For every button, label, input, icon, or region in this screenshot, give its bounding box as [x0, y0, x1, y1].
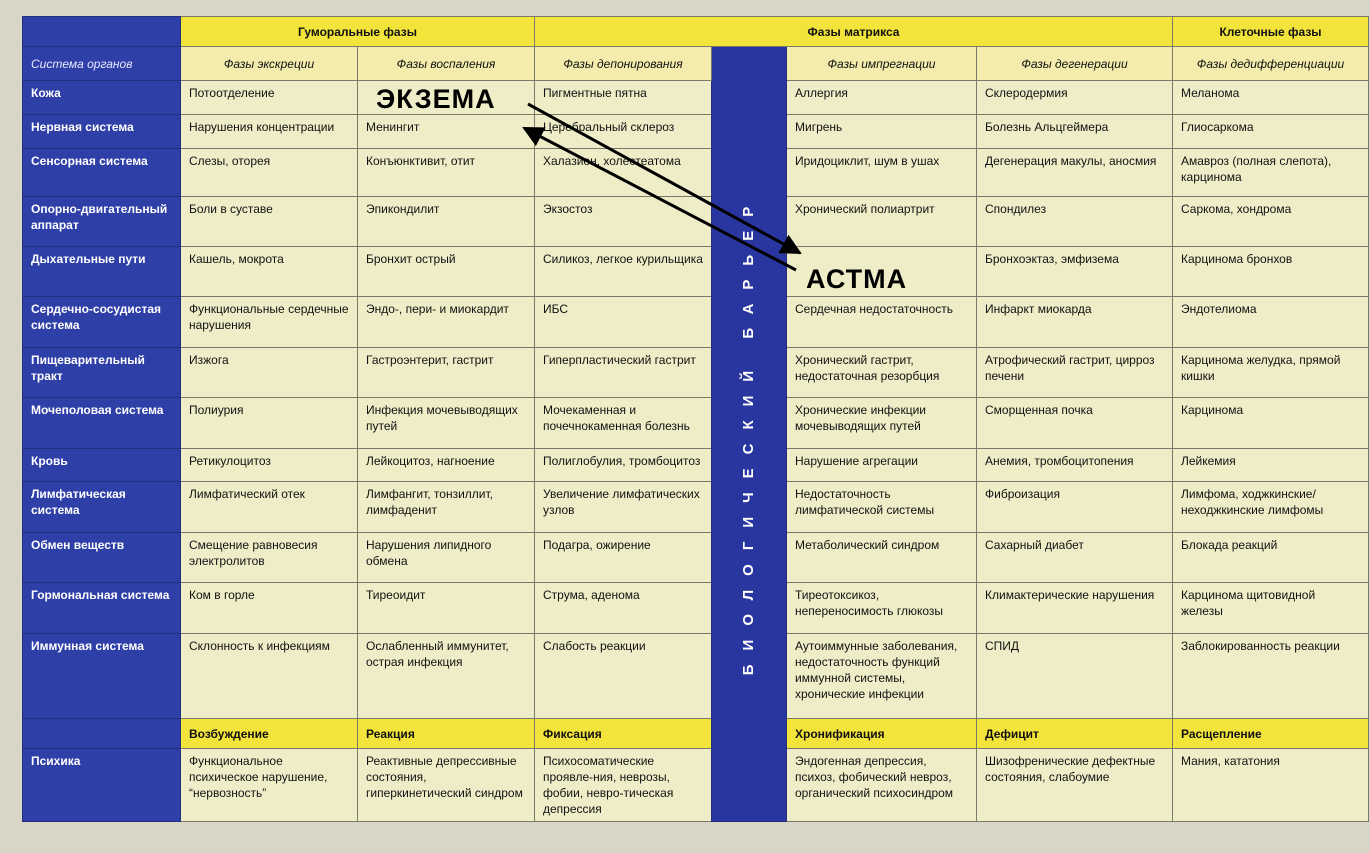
table-cell: Увеличение лимфатических узлов [535, 482, 712, 533]
arrow-asthma-to-eczema [524, 128, 796, 270]
system-hormonal: Гормональная система [23, 583, 181, 634]
table-cell: Бронхит острый [358, 247, 535, 297]
table-cell: Тиреоидит [358, 583, 535, 634]
table-cell: Подагра, ожирение [535, 533, 712, 583]
table-cell: Мания, кататония [1173, 749, 1369, 822]
system-skin: Кожа [23, 81, 181, 115]
table-cell: Инфаркт миокарда [977, 297, 1173, 348]
table-cell: Гиперпластический гастрит [535, 348, 712, 398]
table-cell: Ком в горле [181, 583, 358, 634]
asthma-label: АСТМА [806, 264, 908, 294]
state-label: Фиксация [535, 719, 712, 749]
state-label: Дефицит [977, 719, 1173, 749]
table-cell: Менингит [358, 115, 535, 149]
system-digestive: Пищеварительный тракт [23, 348, 181, 398]
table-cell: Лейкоцитоз, нагноение [358, 449, 535, 482]
table-cell: Меланома [1173, 81, 1369, 115]
table-cell: Шизофренические дефектные состояния, слабоумие [977, 749, 1173, 822]
table-cell: Эпикондилит [358, 197, 535, 247]
table-cell: Лимфома, ходжкинские/неходжкинские лимфомы [1173, 482, 1369, 533]
table-cell: Лимфатический отек [181, 482, 358, 533]
table-cell: Изжога [181, 348, 358, 398]
table-cell: Слезы, оторея [181, 149, 358, 197]
table-cell: ИБС [535, 297, 712, 348]
group-matrix: Фазы матрикса [535, 17, 1173, 47]
table-cell: Лейкемия [1173, 449, 1369, 482]
system-metabolism: Обмен веществ [23, 533, 181, 583]
table-cell: Реактивные депрессивные состояния, гиперкинетический синдром [358, 749, 535, 822]
state-label: Хронификация [787, 719, 977, 749]
table-cell: Карцинома бронхов [1173, 247, 1369, 297]
table-cell: Кашель, мокрота [181, 247, 358, 297]
table-cell: Нарушения концентрации [181, 115, 358, 149]
system-lymphatic: Лимфатическая система [23, 482, 181, 533]
table-cell: Психосоматические проявле-ния, неврозы, фобии, невро-тическая депрессия [535, 749, 712, 822]
table-cell: Гастроэнтерит, гастрит [358, 348, 535, 398]
table-cell: Атрофический гастрит, цирроз печени [977, 348, 1173, 398]
table-cell: Смещение равновесия электролитов [181, 533, 358, 583]
phase-deposition: Фазы депонирования [535, 47, 712, 81]
table-cell: Анемия, тромбоцитопения [977, 449, 1173, 482]
system-nervous: Нервная система [23, 115, 181, 149]
system-immune: Иммунная система [23, 634, 181, 719]
table-cell: Лимфангит, тонзиллит, лимфаденит [358, 482, 535, 533]
phase-excretion: Фазы экскреции [181, 47, 358, 81]
table-cell: Глиосаркома [1173, 115, 1369, 149]
table-cell: Метаболический синдром [787, 533, 977, 583]
table-cell: Боли в суставе [181, 197, 358, 247]
table-cell: Эндогенная депрессия, психоз, фобический невроз, органический психосиндром [787, 749, 977, 822]
table-cell: Недостаточность лимфатической системы [787, 482, 977, 533]
system-musculoskeletal: Опорно-двигательный аппарат [23, 197, 181, 247]
table-cell: Фиброизация [977, 482, 1173, 533]
table-cell: Ретикулоцитоз [181, 449, 358, 482]
table-cell: Карцинома щитовидной железы [1173, 583, 1369, 634]
table-cell: Нарушение агрегации [787, 449, 977, 482]
system-column-header: Система органов [23, 47, 181, 81]
table-cell: Конъюнктивит, отит [358, 149, 535, 197]
table-cell: Нарушения липидного обмена [358, 533, 535, 583]
table-cell: Церебральный склероз [535, 115, 712, 149]
phase-degeneration: Фазы дегенерации [977, 47, 1173, 81]
table-cell: Климактерические нарушения [977, 583, 1173, 634]
table-cell: Экзостоз [535, 197, 712, 247]
table-cell: Амавроз (полная слепота), карцинома [1173, 149, 1369, 197]
table-cell: Эндо-, пери- и миокардит [358, 297, 535, 348]
table-cell: СПИД [977, 634, 1173, 719]
table-cell: Карцинома [1173, 398, 1369, 449]
table-cell: Функциональное психическое нарушение, “нервозность” [181, 749, 358, 822]
system-psyche: Психика [23, 749, 181, 822]
phase-impregnation: Фазы импрегнации [787, 47, 977, 81]
group-humoral: Гуморальные фазы [181, 17, 535, 47]
table-cell: Сердечная недостаточность [787, 297, 977, 348]
table-cell: Тиреотоксикоз, непереносимость глюкозы [787, 583, 977, 634]
phase-inflammation: Фазы воспаления [358, 47, 535, 81]
table-cell: Бронхоэктаз, эмфизема [977, 247, 1173, 297]
group-cellular: Клеточные фазы [1173, 17, 1369, 47]
table-cell: Хронические инфекции мочевыводящих путей [787, 398, 977, 449]
arrow-eczema-to-asthma [528, 104, 800, 253]
barrier-label: БИОЛОГИЧЕСКИЙ БАРЬЕР [740, 192, 757, 676]
table-cell: Хронический полиартрит [787, 197, 977, 247]
table-cell: Ослабленный иммунитет, острая инфекция [358, 634, 535, 719]
system-respiratory: Дыхательные пути [23, 247, 181, 297]
table-cell: Инфекция мочевыводящих путей [358, 398, 535, 449]
table-cell: Функциональные сердечные нарушения [181, 297, 358, 348]
table-cell: Спондилез [977, 197, 1173, 247]
table-cell: Саркома, хондрома [1173, 197, 1369, 247]
table-cell: Болезнь Альцгеймера [977, 115, 1173, 149]
table-cell: Пигментные пятна [535, 81, 712, 115]
table-cell: Аллергия [787, 81, 977, 115]
phase-dedifferentiation: Фазы дедифференциации [1173, 47, 1369, 81]
system-sensory: Сенсорная система [23, 149, 181, 197]
table-cell: Блокада реакций [1173, 533, 1369, 583]
table-cell: Эндотелиома [1173, 297, 1369, 348]
table-cell: Полиглобулия, тромбоцитоз [535, 449, 712, 482]
table-cell: Аутоиммунные заболевания, недостаточность функций иммунной системы, хронические инфекции [787, 634, 977, 719]
table-cell: Халазион, холестеатома [535, 149, 712, 197]
table-cell: Склонность к инфекциям [181, 634, 358, 719]
table-cell: Сморщенная почка [977, 398, 1173, 449]
table-cell: Полиурия [181, 398, 358, 449]
table-cell: Слабость реакции [535, 634, 712, 719]
table-cell: Иридоциклит, шум в ушах [787, 149, 977, 197]
table-cell: Потоотделение [181, 81, 358, 115]
system-urogenital: Мочеполовая система [23, 398, 181, 449]
table-cell: Мочекаменная и почечнокаменная болезнь [535, 398, 712, 449]
table-cell: Хронический гастрит, недостаточная резорбция [787, 348, 977, 398]
eczema-label: ЭКЗЕМА [376, 84, 496, 114]
state-label: Возбуждение [181, 719, 358, 749]
state-label: Расщепление [1173, 719, 1369, 749]
table-cell: Карцинома желудка, прямой кишки [1173, 348, 1369, 398]
table-cell: Струма, аденома [535, 583, 712, 634]
system-blood: Кровь [23, 449, 181, 482]
system-cardiovascular: Сердечно-сосудистая система [23, 297, 181, 348]
table-cell: Заблокированность реакции [1173, 634, 1369, 719]
table-cell: Сахарный диабет [977, 533, 1173, 583]
table-cell: Силикоз, легкое курильщика [535, 247, 712, 297]
state-label: Реакция [358, 719, 535, 749]
table-cell: Мигрень [787, 115, 977, 149]
table-cell: Склеродермия [977, 81, 1173, 115]
table-cell: Дегенерация макулы, аносмия [977, 149, 1173, 197]
